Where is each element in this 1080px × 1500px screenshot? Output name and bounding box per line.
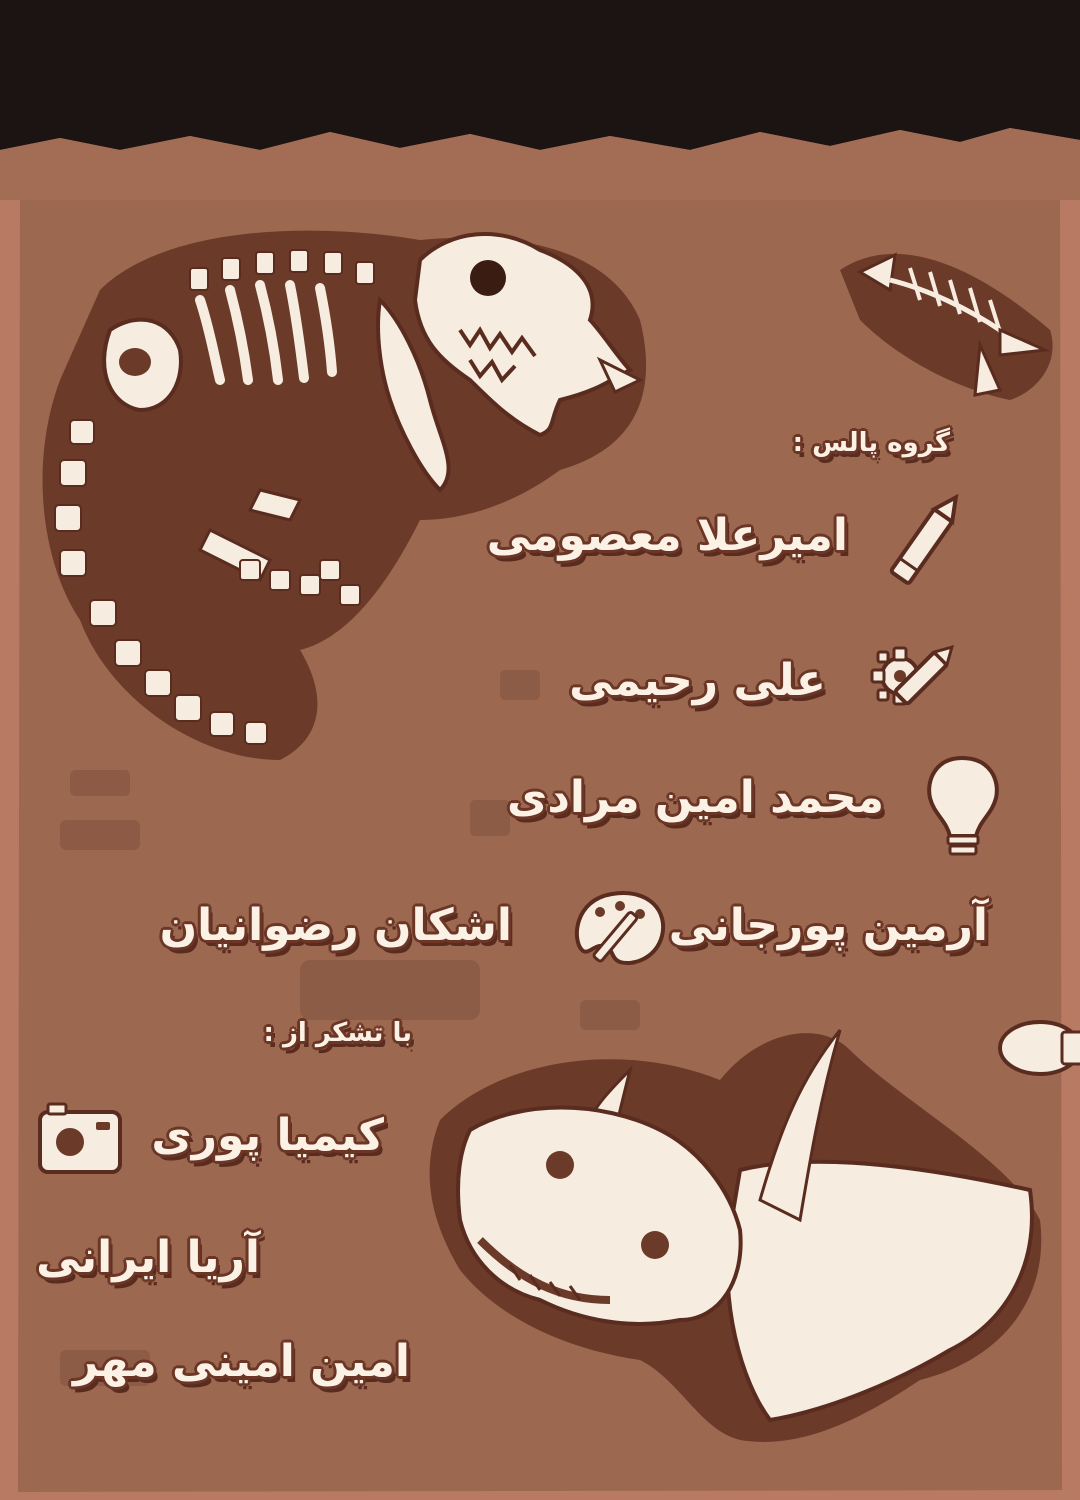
credit-member-5: اشکان رضوانیان [159,900,512,951]
thanks-1: کیمیا پوری [151,1110,384,1161]
credit-member-2: علی رحیمی [569,655,826,706]
night-sky [0,0,1080,150]
camera-icon [40,1104,120,1172]
credit-member-1: امیرعلا معصومی [486,510,848,561]
credit-member-4: آرمین پورجانی [668,900,988,951]
side-lightbulb-icon [1000,1022,1080,1074]
palette-icon [577,893,663,963]
credit-member-3: محمد امین مرادی [507,772,884,823]
thanks-2: آریا ایرانی [36,1232,260,1283]
thanks-3: امین امینی مهر [73,1336,410,1387]
team-heading: گروه پالس : [792,428,950,458]
thanks-heading: با تشکر از : [263,1018,412,1048]
